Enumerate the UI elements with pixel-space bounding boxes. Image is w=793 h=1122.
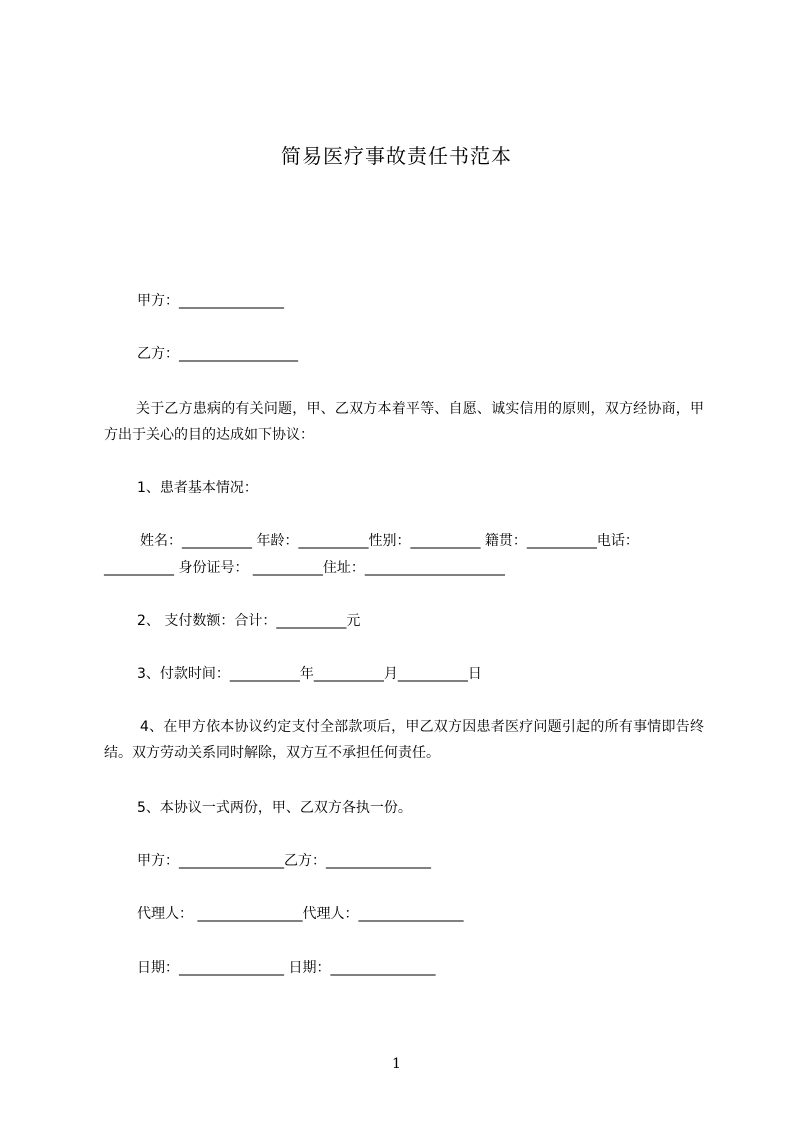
page-number: 1	[392, 1056, 401, 1072]
patient-info-line-1: 姓名：__________ 年龄：__________性别：__________ 籍贯：__________电话：	[140, 533, 639, 549]
signature-dates-line: 日期：_______________ 日期：_______________	[137, 960, 436, 976]
item-4-paragraph: 4、在甲方依本协议约定支付全部款项后，甲乙双方因患者医疗问题引起的所有事情即告终结。双方劳动关系同时解除，双方互不承担任何责任。	[104, 719, 704, 761]
party-a-line: 甲方：_______________	[137, 293, 284, 309]
signature-parties-line: 甲方：_______________乙方：_______________	[137, 853, 431, 869]
party-b-line: 乙方：_________________	[137, 346, 298, 362]
item-1-heading: 1、患者基本情况：	[137, 480, 258, 496]
item-3-payment-date: 3、付款时间：__________年__________月__________日	[137, 666, 482, 682]
document-title: 简易医疗事故责任书范本	[281, 144, 512, 168]
patient-info-line-2: __________ 身份证号： __________住址：____________________	[104, 560, 505, 576]
signature-agents-line: 代理人： _______________代理人：_______________	[137, 906, 464, 922]
intro-paragraph: 关于乙方患病的有关问题，甲、乙双方本着平等、自愿、诚实信用的原则，双方经协商，甲方出于关心的目的达成如下协议：	[104, 401, 704, 443]
item-2-payment-amount: 2、 支付数额：合计：__________元	[137, 613, 361, 629]
item-5-line: 5、本协议一式两份，甲、乙双方各执一份。	[137, 800, 412, 816]
